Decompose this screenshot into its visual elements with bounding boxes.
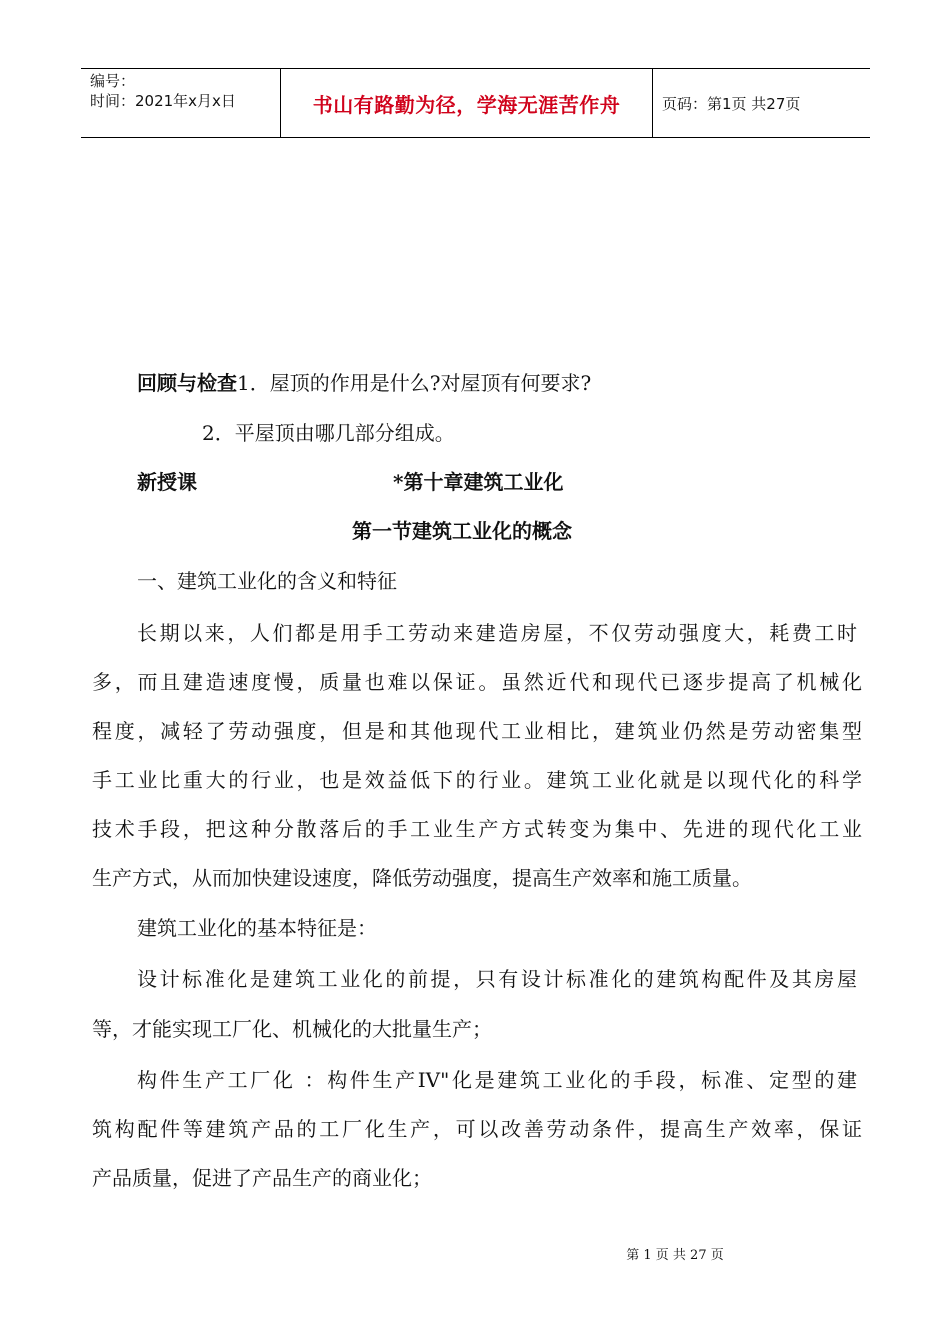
time-label: 时间：2021年x月x日 [90,92,236,110]
page-footer: 第 1 页 共 27 页 [626,1248,724,1263]
review-line-1 [137,370,907,396]
subsection-title: 一、建筑工业化的含义和特征 [137,569,397,593]
review-question-1: 1．屋顶的作用是什么?对屋顶有何要求? [237,371,592,395]
para4-line-1: 构件生产工厂化 ：构件生产IV"化是建筑工业化的手段，标准、定型的建 [137,1068,857,1092]
section-title: 第一节建筑工业化的概念 [352,519,572,543]
review-label: 回顾与检查 [137,371,237,395]
serial-label: 编号： [90,72,136,90]
para1-line-4: 手工业比重大的行业，也是效益低下的行业。建筑工业化就是以现代化的科学 [92,768,862,792]
para1-line-6: 生产方式，从而加快建设速度，降低劳动强度，提高生产效率和施工质量。 [92,866,752,890]
header-motto-cell [281,69,653,137]
para1-line-1: 长期以来，人们都是用手工劳动来建造房屋，不仅劳动强度大，耗费工时 [137,621,857,645]
para4-line-3: 产品质量，促进了产品生产的商业化； [92,1166,432,1190]
header-page-cell [653,69,870,137]
document-header [81,68,870,138]
motto-text: 书山有路勤为径，学海无涯苦作舟 [312,92,621,117]
para2: 建筑工业化的基本特征是： [137,916,377,940]
para3-line-1: 设计标准化是建筑工业化的前提，只有设计标准化的建筑构配件及其房屋 [137,967,857,991]
chapter-title: *第十章建筑工业化 [393,470,564,494]
para1-line-5: 技术手段，把这种分散落后的手工业生产方式转变为集中、先进的现代化工业 [92,817,862,841]
para1-line-3: 程度，减轻了劳动强度，但是和其他现代工业相比，建筑业仍然是劳动密集型 [92,719,862,743]
lesson-label: 新授课 [137,470,197,494]
para4-line-2: 筑构配件等建筑产品的工厂化生产，可以改善劳动条件，提高生产效率，保证 [92,1117,862,1141]
header-meta [81,69,281,137]
page-code: 页码：第1页 共27页 [662,94,801,113]
review-question-2: 2．平屋顶由哪几部分组成。 [202,421,455,445]
para1-line-2: 多，而且建造速度慢，质量也难以保证。虽然近代和现代已逐步提高了机械化 [92,670,862,694]
para3-line-2: 等，才能实现工厂化、机械化的大批量生产； [92,1017,492,1041]
